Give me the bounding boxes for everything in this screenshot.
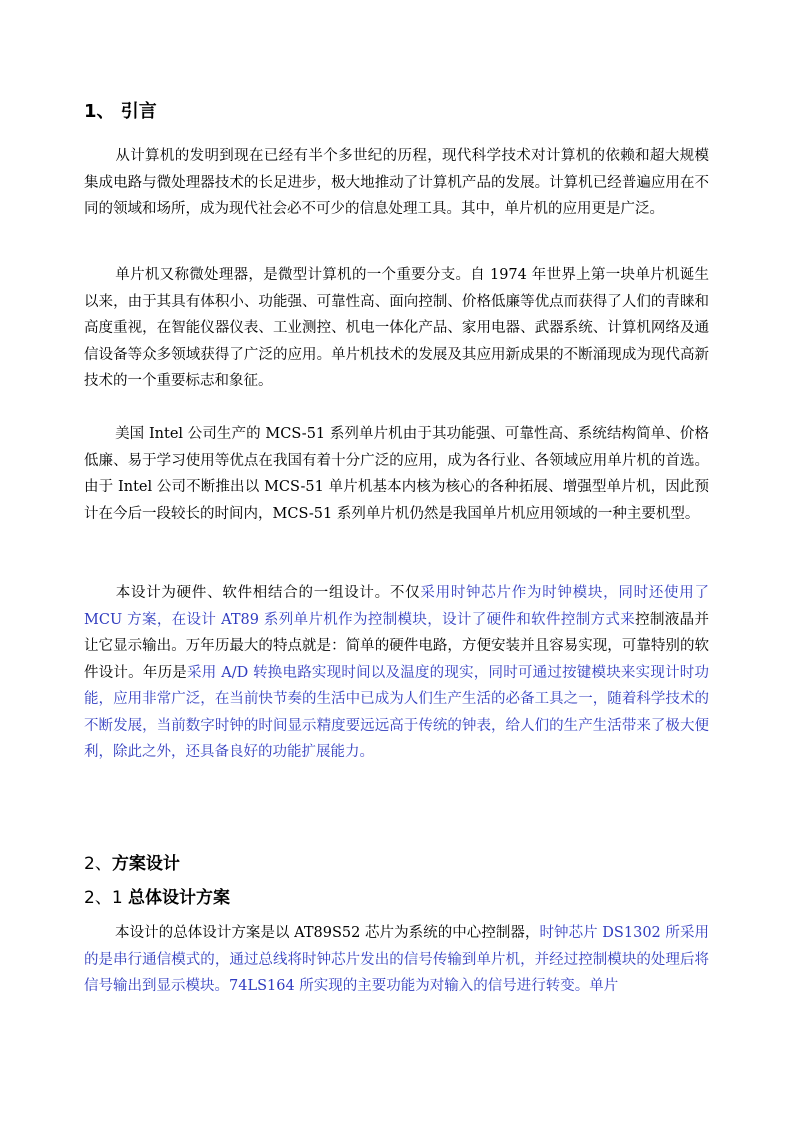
paragraph-2-text: 单片机又称微处理器，是微型计算机的一个重要分支。自 1974 年世界上第一块单片机诞生以来，由于其具有体积小、功能强、可靠性高、面向控制、价格低廉等优点而获得了人们的青睐和高度重视，在智能仪器仪表、工业测控、机电一体化产品、家用电器、武器系统、计算机网络及通信设备等众多领域获得了广泛的应用。单片机技术的发展及其应用新成果的不断涌现成为现代高新技术的一个重要标志和象征。 — [84, 267, 709, 389]
paragraph-1 — [84, 143, 709, 223]
section-2-1-title: 总体设计方案 — [128, 888, 231, 908]
section-2-1-number: 2、1 — [84, 888, 129, 908]
section-2-title: 方案设计 — [111, 854, 180, 874]
paragraph-4-text-b: 控制液晶并让它显示输出。万年历最大的特点就是：简单的硬件电路，方便安装并且容易实现，可靠特别的软件设计。年历是 — [84, 611, 709, 681]
paragraph-4-highlight-a: 采用时钟芯片作为时钟模块，同时还使用了 MCU 方案，在设计 AT89 系列单片机作为控制模块，设计了硬件和软件控制方式来 — [84, 585, 710, 628]
paragraph-4-highlight-b: 采用 A/D 转换电路实现时间以及温度的现实，同时可通过按键模块来实现计时功能，应用非常广泛，在当前快节奏的生活中已成为人们生产生活的必备工具之一，随着科学技术的不断发展，当前数字时钟的时间显示精度要远远高于传统的钟表，给人们的生产生活带来了极大便利，除此之外，还具备良好的功能扩展能力。 — [84, 664, 710, 760]
paragraph-4-text-a: 本设计为硬件、软件相结合的一组设计。不仅 — [115, 585, 421, 601]
section-2-number: 2、 — [84, 854, 112, 874]
paragraph-1-text: 从计算机的发明到现在已经有半个多世纪的历程，现代科学技术对计算机的依赖和超大规模集成电路与微处理器技术的长足进步，极大地推动了计算机产品的发展。计算机已经普遍应用在不同的领域和场所，成为现代社会必不可少的信息处理工具。其中，单片机的应用更是广泛。 — [84, 148, 709, 217]
paragraph-5-highlight: 时钟芯片 DS1302 所采用的是串行通信模式的，通过总线将时钟芯片发出的信号传输到单片机，并经过控制模块的处理后将信号输出到显示模块。74LS164 所实现的主要功能为对输入的信号进行转变。单片 — [84, 925, 709, 994]
paragraph-2 — [84, 262, 709, 395]
paragraph-4 — [84, 580, 709, 766]
section-2-1-heading — [84, 883, 230, 908]
section-2-heading — [84, 849, 180, 874]
paragraph-3-text: 美国 Intel 公司生产的 MCS-51 系列单片机由于其功能强、可靠性高、系统结构简单、价格低廉、易于学习使用等优点在我国有着十分广泛的应用，成为各行业、各领域应用单片机的首选。由于 Intel 公司不断推出以 MCS-51 单片机基本内核为核心的各种拓展、增强型单片机，因此预计在今后一段较长的时间内，MCS-51 系列单片机仍然是我国单片机应用领域的一种主要机型。 — [84, 426, 709, 522]
paragraph-5-text-a: 本设计的总体设计方案是以 AT89S52 芯片为系统的中心控制器， — [115, 925, 540, 941]
paragraph-3 — [84, 421, 709, 527]
paragraph-5 — [84, 920, 709, 1000]
section-1-heading: 1、 引言 — [84, 101, 157, 122]
